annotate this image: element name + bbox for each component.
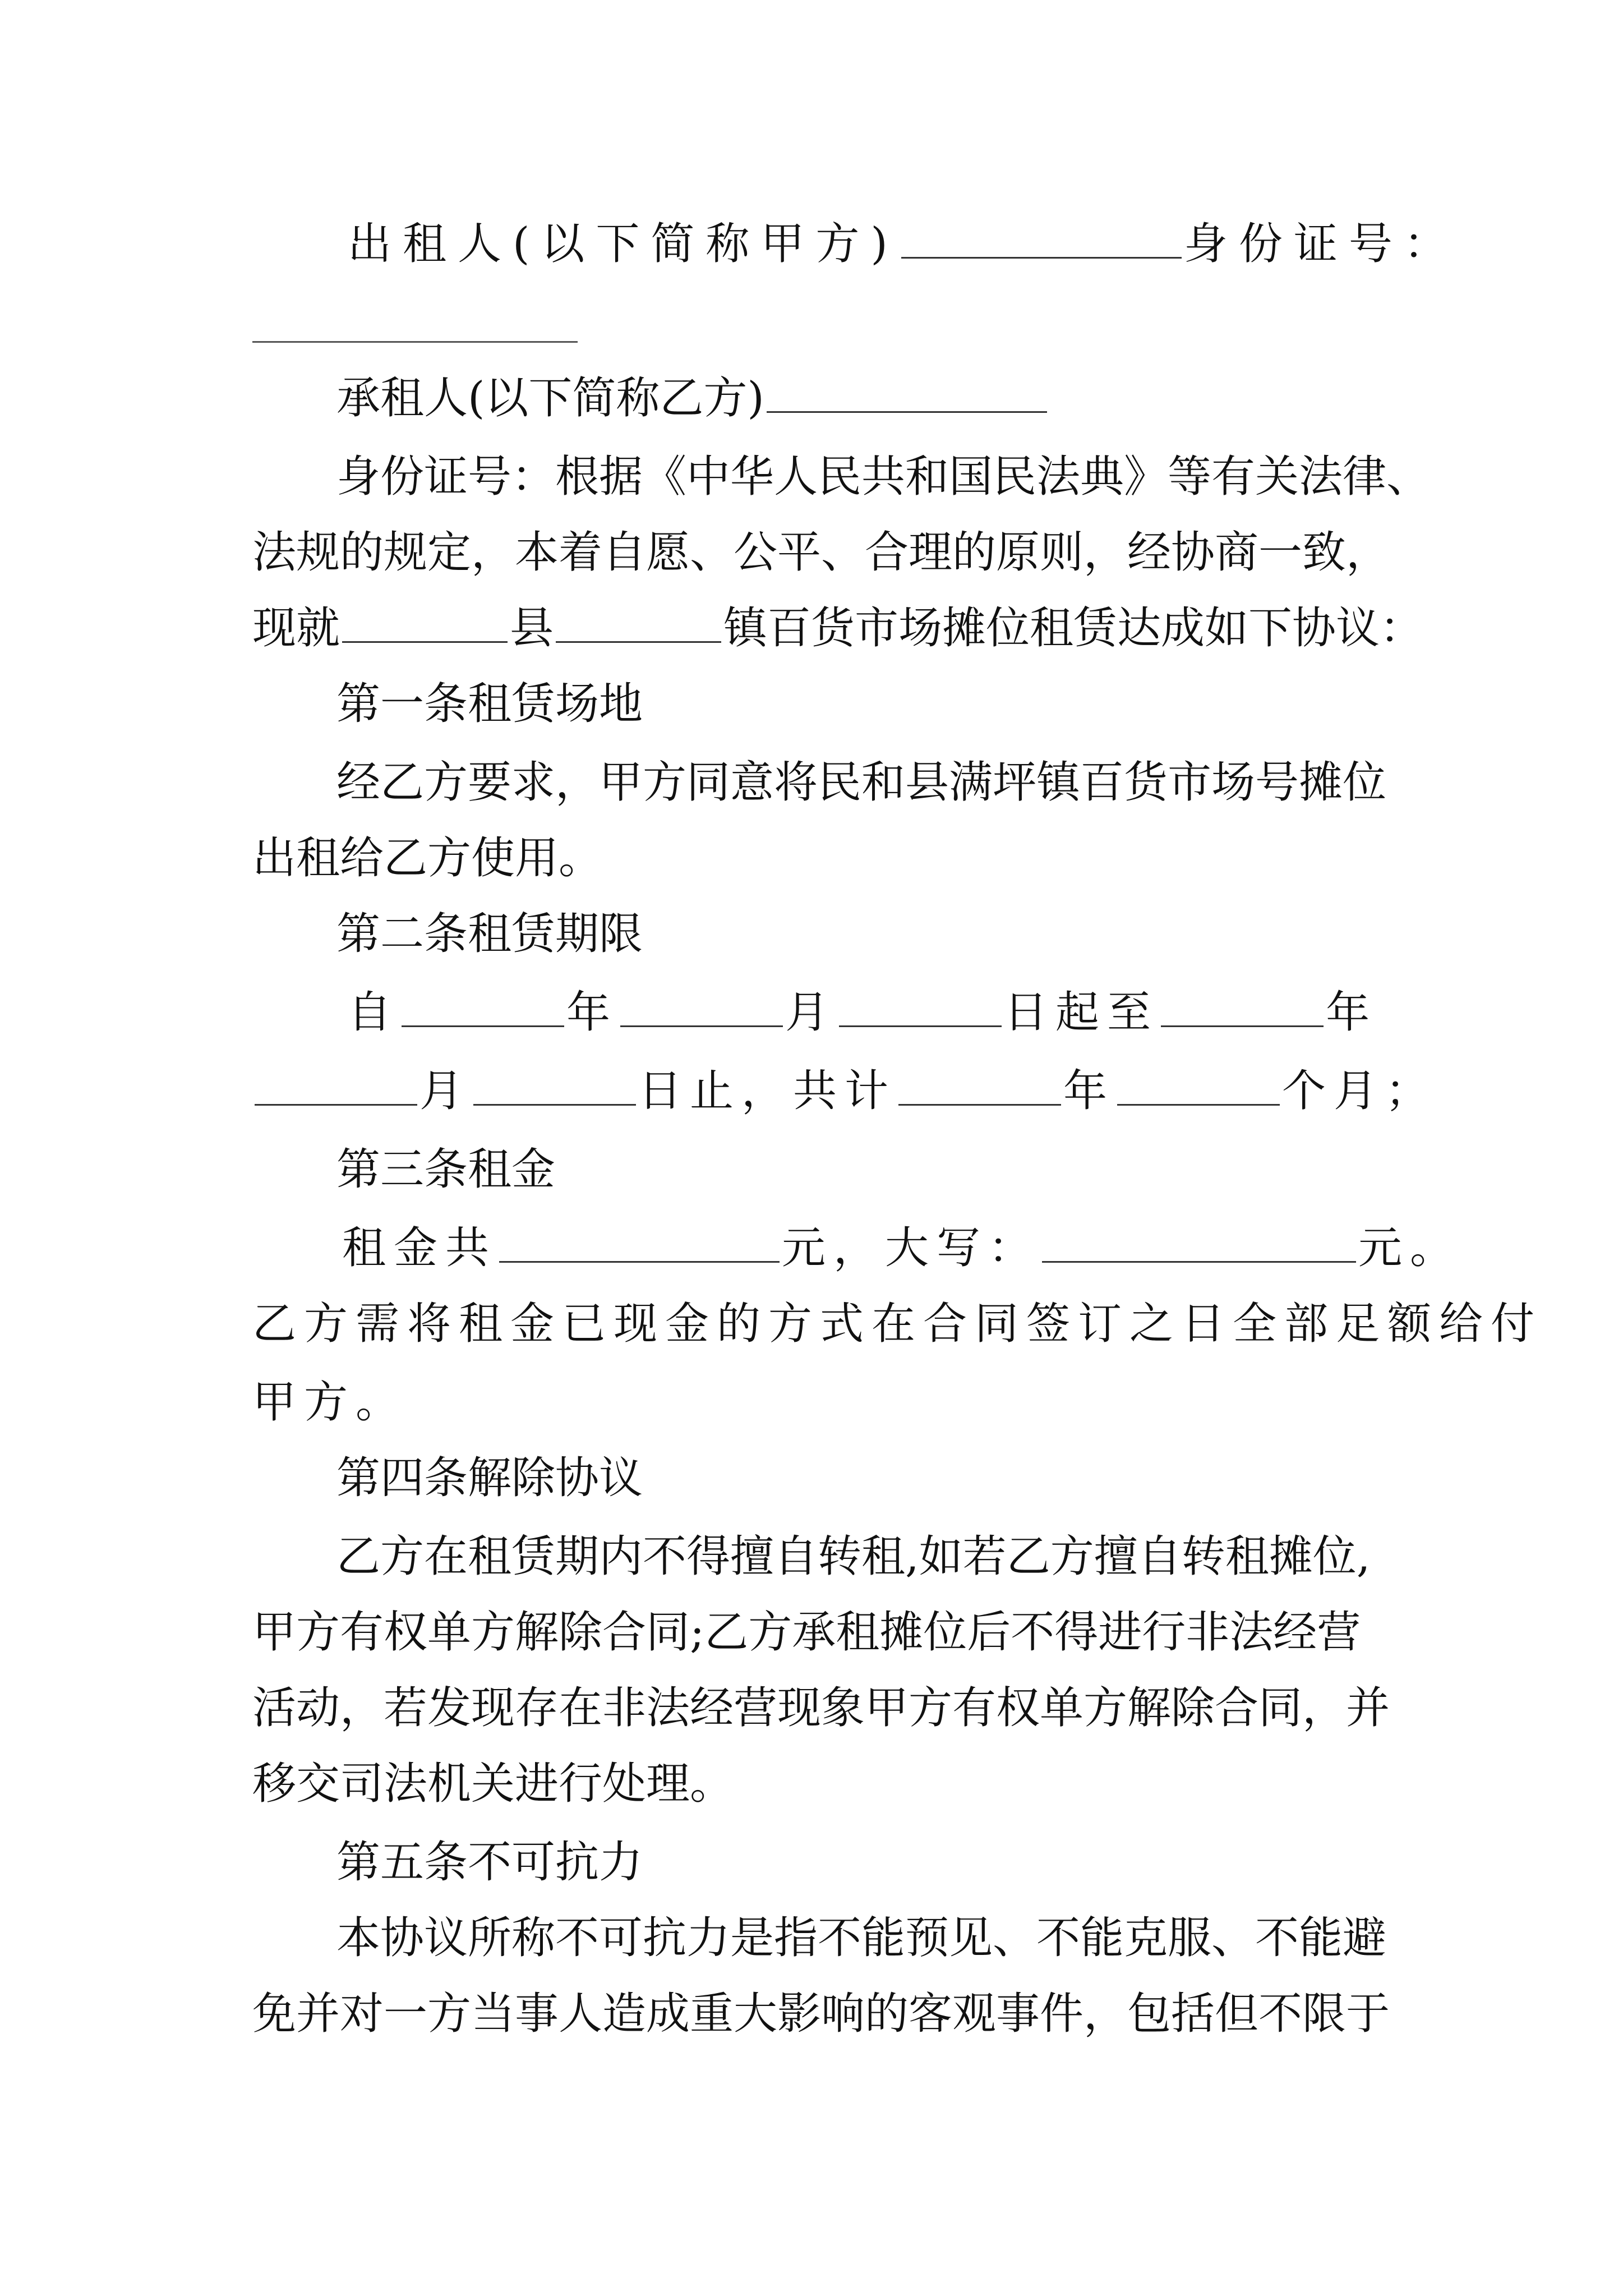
end-day-blank <box>473 1065 636 1106</box>
rent-text-c: 元。 <box>1358 1223 1462 1273</box>
preamble-line-3 <box>252 600 1424 656</box>
rent-text-b: 元，大写： <box>782 1223 1040 1273</box>
preamble-line-1: 身份证号：根据《中华人民共和国民法典》等有关法律、 <box>336 452 1431 502</box>
lessor-id-blank <box>252 341 578 343</box>
town-blank <box>556 602 721 643</box>
article4-line-1: 乙方在租赁期内不得擅自转租,如若乙方擅自转租摊位, <box>336 1531 1371 1582</box>
term-text-i: 个月； <box>1282 1066 1437 1116</box>
rent-amount-words-blank <box>1042 1222 1356 1263</box>
lessor-name-blank <box>901 218 1182 259</box>
rent-amount-blank <box>499 1222 780 1263</box>
article4-line-2: 甲方有权单方解除合同;乙方承租摊位后不得进行非法经营 <box>252 1607 1361 1658</box>
article4-heading: 第四条解除协议 <box>336 1453 643 1503</box>
article2-heading: 第二条租赁期限 <box>336 909 643 959</box>
article3-line-1 <box>342 1220 1462 1276</box>
article1-line-1: 经乙方要求，甲方同意将民和县满坪镇百货市场号摊位 <box>336 757 1387 808</box>
article1-line-2: 出租给乙方使用。 <box>252 833 603 884</box>
lessee-line <box>336 370 1391 426</box>
article2-line-1 <box>348 984 1402 1041</box>
start-year-blank <box>402 986 564 1027</box>
preamble-text-b: 县 <box>510 603 554 654</box>
total-years-blank <box>898 1065 1061 1106</box>
article2-line-2 <box>252 1063 1437 1119</box>
term-text-f: 月 <box>419 1066 472 1116</box>
end-month-blank <box>255 1065 417 1106</box>
preamble-text-a: 现就 <box>252 603 340 654</box>
lessee-name-blank <box>767 372 1047 413</box>
term-text-a: 自 <box>348 987 400 1038</box>
term-text-e: 年 <box>1326 987 1378 1038</box>
term-text-c: 月 <box>785 987 837 1038</box>
lessor-id-label: 身份证号： <box>1183 219 1459 269</box>
term-text-d: 日起至 <box>1004 987 1159 1038</box>
article5-line-1: 本协议所称不可抗力是指不能预见、不能克服、不能避 <box>336 1913 1387 1963</box>
lessee-label: 承租人(以下简称乙方) <box>336 373 764 424</box>
county-blank <box>342 602 508 643</box>
article3-line-2: 乙方需将租金已现金的方式在合同签订之日全部足额给付 <box>252 1299 1543 1349</box>
preamble-text-c: 镇百货市场摊位租赁达成如下协议： <box>723 603 1424 654</box>
article1-heading: 第一条租赁场地 <box>336 679 643 729</box>
lessor-label: 出租人(以下简称甲方) <box>348 219 899 269</box>
term-text-h: 年 <box>1063 1066 1115 1116</box>
total-months-blank <box>1117 1065 1280 1106</box>
end-year-blank <box>1161 986 1324 1027</box>
start-day-blank <box>839 986 1002 1027</box>
article5-line-2: 免并对一方当事人造成重大影响的客观事件，包括但不限于 <box>252 1989 1390 2039</box>
lessor-line <box>348 216 1459 272</box>
preamble-line-2: 法规的规定，本着自愿、公平、合理的原则，经协商一致， <box>252 527 1390 578</box>
term-text-g: 日止，共计 <box>638 1066 897 1116</box>
article3-line-3: 甲方。 <box>252 1377 408 1428</box>
rent-text-a: 租金共 <box>342 1223 497 1273</box>
article4-line-3: 活动，若发现存在非法经营现象甲方有权单方解除合同，并 <box>252 1683 1390 1733</box>
article4-line-4: 移交司法机关进行处理。 <box>252 1759 734 1809</box>
article5-heading: 第五条不可抗力 <box>336 1837 643 1888</box>
term-text-b: 年 <box>566 987 619 1038</box>
article3-heading: 第三条租金 <box>336 1144 556 1195</box>
start-month-blank <box>620 986 783 1027</box>
